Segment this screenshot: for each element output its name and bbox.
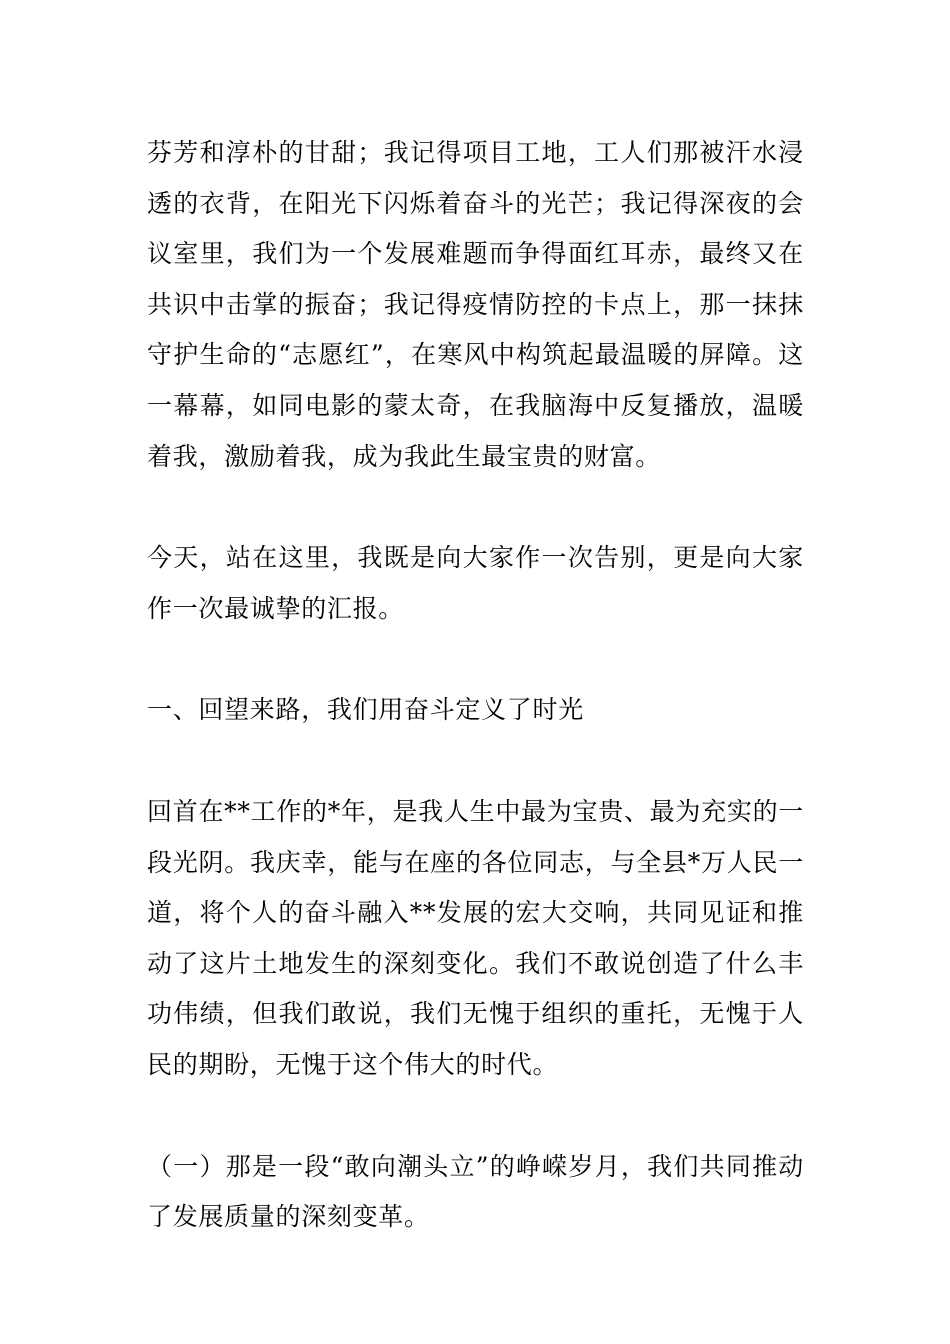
paragraph-memories: 芬芳和淳朴的甘甜；我记得项目工地，工人们那被汗水浸透的衣背，在阳光下闪烁着奋斗的光芒；我记得深夜的会议室里，我们为一个发展难题而争得面红耳赤，最终又在共识中击掌的振奋；我记得疫情防控的卡点上，那一抹抹守护生命的“志愿红”，在寒风中构筑起最温暖的屏障。这一幕幕，如同电影的蒙太奇，在我脑海中反复播放，温暖着我，激励着我，成为我此生最宝贵的财富。 [147,138,804,471]
paragraph-farewell: 今天，站在这里，我既是向大家作一次告别，更是向大家作一次最诚挚的汇报。 [147,543,804,623]
paragraph-review: 回首在**工作的*年，是我人生中最为宝贵、最为充实的一段光阴。我庆幸，能与在座的各位同志，与全县*万人民一道，将个人的奋斗融入**发展的宏大交响，共同见证和推动了这片土地发生的深刻变化。我们不敢说创造了什么丰功伟绩，但我们敢说，我们无愧于组织的重托，无愧于人民的期盼，无愧于这个伟大的时代。 [147,796,804,1079]
document-page [147,128,804,1243]
section-heading: 一、回望来路，我们用奋斗定义了时光 [147,695,584,725]
subsection-heading: （一）那是一段“敢向潮头立”的峥嵘岁月，我们共同推动了发展质量的深刻变革。 [147,1151,804,1232]
